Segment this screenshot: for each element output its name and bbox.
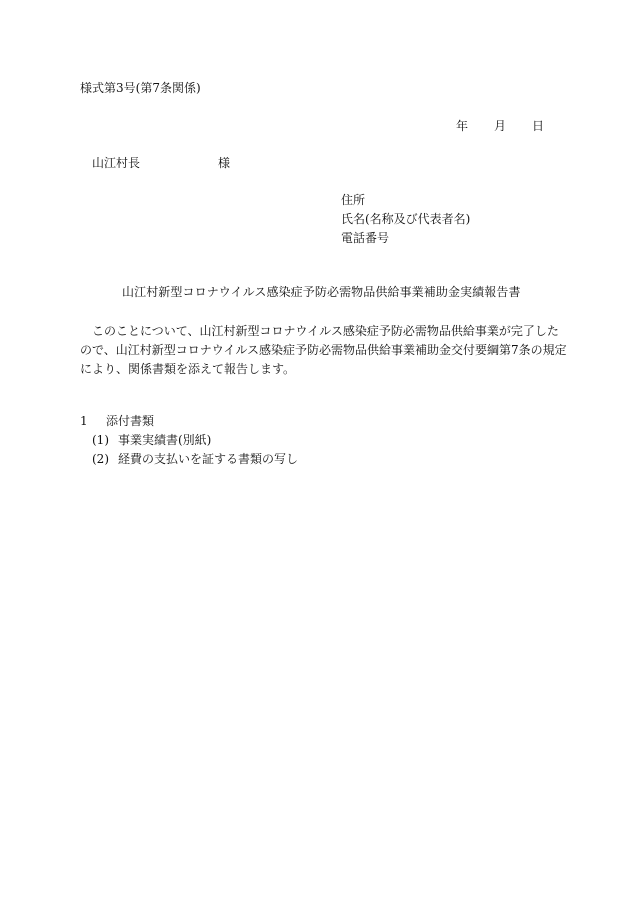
addressee-name: 山江村長 <box>92 156 141 170</box>
attachment-item-number: (1) <box>92 433 109 447</box>
applicant-address-label: 住所 <box>341 193 366 207</box>
attachment-item-2 <box>92 453 298 472</box>
body-line-2: ので、山江村新型コロナウイルス感染症予防必需物品供給事業補助金交付要綱第7条の規定 <box>80 343 567 357</box>
applicant-block <box>341 194 470 251</box>
body-line-3: により、関係書類を添えて報告します。 <box>80 362 296 376</box>
attachments-list <box>92 434 298 472</box>
form-number: 様式第3号(第7条関係) <box>80 81 201 95</box>
date-day: 日 <box>532 119 545 133</box>
document-title: 山江村新型コロナウイルス感染症予防必需物品供給事業補助金実績報告書 <box>122 285 521 299</box>
attachment-item-number: (2) <box>92 452 109 466</box>
addressee <box>92 157 230 169</box>
applicant-name-label: 氏名(名称及び代表者名) <box>341 212 471 226</box>
addressee-honorific: 様 <box>218 156 231 170</box>
date-year: 年 <box>456 119 469 133</box>
attachment-item-label: 事業実績書(別紙) <box>118 433 212 447</box>
body-text <box>80 322 567 379</box>
attachments-heading <box>80 415 154 427</box>
date-line <box>456 120 544 132</box>
date-month: 月 <box>494 119 507 133</box>
applicant-phone-label: 電話番号 <box>341 231 390 245</box>
attachment-item-label: 経費の支払いを証する書類の写し <box>118 452 299 466</box>
body-line-1: このことについて、山江村新型コロナウイルス感染症予防必需物品供給事業が完了した <box>92 324 559 338</box>
attachments-heading-label: 添付書類 <box>106 414 155 428</box>
attachments-heading-number: 1 <box>80 414 88 428</box>
attachment-item-1 <box>92 434 298 453</box>
